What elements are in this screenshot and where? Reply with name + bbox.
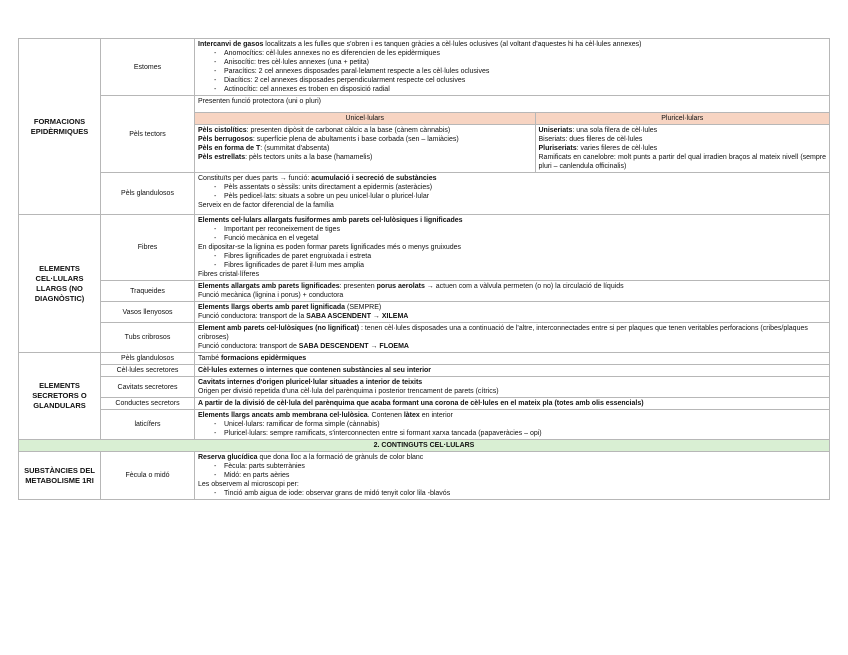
text: Funció mecànica (lignina i porus) + conductora [198,292,344,299]
row-tubs [19,323,830,353]
content-table [18,38,830,500]
list-item: Uniseriats: una sola filera de cèl·lules [538,127,658,134]
list-pluricellulars [535,125,829,173]
desc-sec-pels: També formacions epidèrmiques [195,353,830,365]
text: Elements llargs ancats amb membrana cel·lulòsica. Contenen làtex en interior [198,412,453,419]
label-tectors: Pèls tectors [101,96,195,173]
label-glandulosos: Pèls glandulosos [101,173,195,215]
list-item: - Pluricel·lulars: sempre ramificats, s'interconnecten entre si formant xarxa tancada (papaveràcies – opi) [198,429,826,438]
desc-glandulosos [195,173,830,215]
bold-text: acumulació i secreció de substàncies [311,175,437,182]
list-item: Biseriats: dues fileres de cèl·lules [538,136,643,143]
list-item: Pluriseriats: varies fileres de cèl·lules [538,145,658,152]
text: Origen per divisió repetida d'una cèl·lula del parènquima i posterior trencament de parets (cítrics) [198,388,499,395]
row-conductes [19,398,830,410]
desc-tubs [195,323,830,353]
row-fecula [19,452,830,500]
label-conductes: Conductes secretors [101,398,195,410]
desc-conductes: A partir de la divisió de cèl·lula del parènquima que acaba formant una corona de cèl·lules en el mateix pla (totes amb olis essencials) [195,398,830,410]
list-item: - Diacítics: 2 cel annexes disposades perpendicularment respecte cel oclusives [198,76,826,85]
category-formacions: FORMACIONS EPIDÈRMIQUES [19,39,101,215]
row-glandulosos [19,173,830,215]
list-item: - Paracítics: 2 cel annexes disposades paral·lelament respecte a les cèl·lules oclusives [198,67,826,76]
desc-vasos [195,302,830,323]
desc-fecula [195,452,830,500]
label-sec-pels: Pèls glandulosos [101,353,195,365]
list-item: - Funció mecànica en el vegetal [198,234,826,243]
list-item: - Important per reconeixement de tiges [198,225,826,234]
label-fibres: Fibres [101,215,195,281]
label-cellules: Cèl·lules secretores [101,365,195,377]
list-item: - Fibres lignificades de paret il·lum mes amplia [198,261,826,270]
text: localitzats a les fulles que s'obren i es tanquen gràcies a cèl·lules oclusives (al voltant d'aquestes hi ha cèl·lules annexes) [263,41,642,48]
header-pluricellulars: Pluricel·lulars [535,113,829,125]
desc-cellules: Cèl·lules externes o internes que contenen substàncies al seu interior [195,365,830,377]
desc-tectors [195,96,830,173]
label-fecula: Fècula o midó [101,452,195,500]
label-vasos: Vasos llenyosos [101,302,195,323]
text: Funció conductora: transport de la SABA ASCENDENT → XILEMA [198,313,409,320]
text: Presenten funció protectora (uni o pluri) [198,98,321,105]
text: Les observem al microscopi per: [198,481,299,488]
desc-fibres [195,215,830,281]
list-item: - Fècula: parts subterrànies [198,462,826,471]
desc-traqueides [195,281,830,302]
text: Serveix en de factor diferencial de la família [198,202,334,209]
text: En dipositar-se la lignina es poden formar parets lignificades més o menys gruixudes [198,244,462,251]
desc-laticifers [195,410,830,440]
label-tubs: Tubs cribrosos [101,323,195,353]
text: Funció conductora: transport de SABA DESCENDENT → FLOEMA [198,343,409,350]
row-cellules [19,365,830,377]
label-cavitats: Cavitats secretores [101,377,195,398]
bold-text: Intercanvi de gasos [198,41,264,48]
list-item: Pèls en forma de T: (summitat d'absenta) [198,145,330,152]
list-unicellulars [195,125,535,173]
text: Element amb parets cel·lulòsiques (no lignificat) : tenen cèl·lules disposades una a continuació de l'altre, interconnectades entre si per plaques que tenen veritables perforacions (cribes/plaques cribroses) [198,325,808,341]
row-vasos [19,302,830,323]
list-item: - Midó: en parts aèries [198,471,826,480]
row-cavitats [19,377,830,398]
category-secretors: ELEMENTS SECRETORS O GLANDULARS [19,353,101,440]
header-unicellulars: Unicel·lulars [195,113,535,125]
list-item: - Fibres lignificades de paret engruixada i estreta [198,252,826,261]
category-elements: ELEMENTS CEL·LULARS LLARGS (NO DIAGNÒSTIC) [19,215,101,353]
label-laticifers: laticífers [101,410,195,440]
section-heading: 2. CONTINGUTS CEL·LULARS [19,440,830,452]
bold-text: Elements cel·lulars allargats fusiformes amb parets cel·lulòsiques i lignificades [198,217,463,224]
row-traqueides [19,281,830,302]
row-estomes [19,39,830,96]
list-item: Pèls berrugosos: superfície plena de abultaments i base corbada (sen – lamiàcies) [198,136,459,143]
list-item: - Unicel·lulars: ramificar de forma simple (cànnabis) [198,420,826,429]
list-item: - Tinció amb aigua de iode: observar grans de midó tenyit color lila -blavós [198,489,826,498]
list-item: - Anomocítics: cèl·lules annexes no es diferencien de les epidèrmiques [198,49,826,58]
list-item: - Anisocític: tres cèl·lules annexes (una + petita) [198,58,826,67]
row-tectors [19,96,830,173]
list-item: - Pèls assentats o sèssils: units directament a epidermis (asteràcies) [198,183,826,192]
text: Elements llargs oberts amb paret lignificada (SEMPRE) [198,304,382,311]
text: Fibres cristal·líferes [198,271,260,278]
text: Cavitats internes d'origen pluricel·lular situades a interior de teixits [198,379,423,386]
label-estomes: Estomes [101,39,195,96]
label-traqueides: Traqueides [101,281,195,302]
row-sec-pels [19,353,830,365]
tectors-subtable [195,112,829,172]
desc-cavitats [195,377,830,398]
text: Elements allargats amb parets lignificades: presenten porus aerolats → actuen com a vàlvula permeten (o no) la circulació de líquids [198,283,624,290]
text: Reserva glucídica que dona lloc a la formació de grànuls de color blanc [198,454,424,461]
row-section2 [19,440,830,452]
row-fibres [19,215,830,281]
category-substancies: SUBSTÀNCIES DEL METABOLISME 1RI [19,452,101,500]
list-item: - Pèls pedicel·lats: situats a sobre un peu unicel·lular o pluricel·lular [198,192,826,201]
list-item: Ramificats en canelobre: molt punts a partir del qual irradien braços al mateix nivell (sempre pluri – canlendula officinalis) [538,154,826,170]
list-item: Pèls cistolítics: presenten dipòsit de carbonat càlcic a la base (cànem cànnabis) [198,127,451,134]
row-laticifers [19,410,830,440]
desc-estomes [195,39,830,96]
list-item: - Actinocític: cel annexes es troben en disposició radial [198,85,826,94]
text: Constituïts per dues parts → funció: [198,175,312,182]
list-item: Pèls estrellats: pèls tectors units a la base (hamamelis) [198,154,373,161]
